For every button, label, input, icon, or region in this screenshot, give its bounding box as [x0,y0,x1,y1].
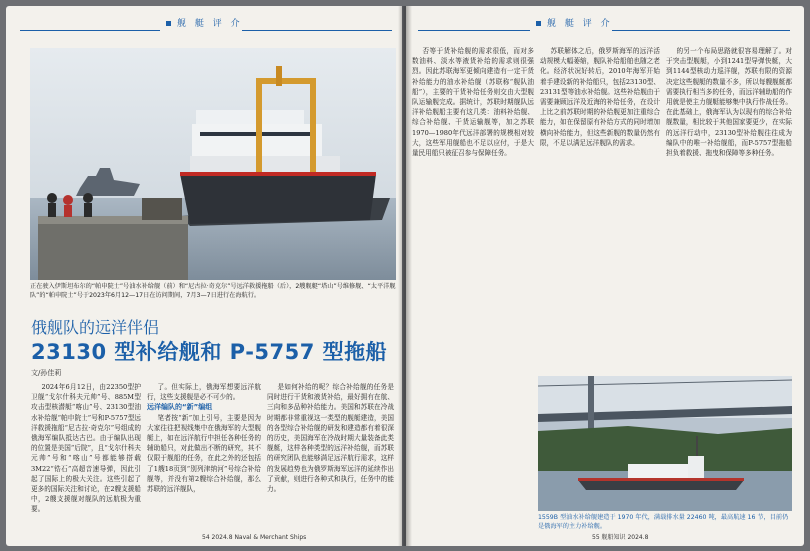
header-rule [418,30,530,31]
page-number: 55 舰船知识 2024.8 [592,534,649,541]
photo-caption: 1559B 型油水补给舰建造于 1970 年代，满载排水量 22460 吨，最高航速 16 节，目前仍是俄海军的主力补给舰。 [538,514,789,530]
paragraph: 否等于货补给舰的需求很低，而对多数油料、淡水等液货补给的需求则很强烈。因此苏联海军更倾向建造有一定干货补给能力的油水补给舰（苏联称“舰队油船”），主要的干货补给任务则交由大型舰队运输舰完成。据统计，苏联时期舰队远洋补给舰船主要有这几类：油料补给舰、综合补给舰、干货运输舰等，加之苏联1970—1980年代远洋部署的规模相对较大，这些军用舰船也不足以应付，于是大量民用船只被征召参与保障任务。 [412,47,534,158]
text-column-2 [147,382,261,532]
paragraph: 苏联解体之后，俄罗斯海军的远洋活动规模大幅萎缩，舰队补给船舶也随之老化。经济状况好转后，2010年海军开始着手建设新的补给船只，包括23130型、23131型等油水补给舰。这些补给舰由于需要兼顾远洋及近海的补给任务，在设计上比之前苏联时期的补给舰更加注重综合能力，如在保留原有补给方式的同时增加横向补给能力，但这些新舰的数量仍然有限，不足以满足远洋舰队的需求。 [540,47,660,147]
paragraph: 的另一个布局思路就很容易理解了。对于突击型舰艇，小到1241型导弹快艇，大到1144型核动力巡洋舰，苏联有限的资源决定这些舰艇的数量不多，所以每艘舰艇都需要执行相当多的任务，而远洋辅助船的作用就是使主力舰艇能够集中执行作战任务。在此基础上，俄海军认为以现有的综合补给舰数量，相比较于其他国家要更少，在实际的远洋行动中，23130型补给舰往往成为编队中的唯一补给舰船，而P-5757型拖船担负着救援、拖曳和保障等多种任务。 [666,47,792,158]
supply-ship-illustration [30,48,396,280]
text-column-3 [267,382,394,532]
text-column-3 [666,46,792,366]
photo-caption: 正在驶入伊斯坦布尔的“帕申院士”号油水补给舰（前）和“尼古拉·奇克尔”号远洋救援拖船（后），2艘舰艇“塔山”号维修舰、“太平洋舰队”的“帕申院士”号于2023年6月12—17日在访问期间，7月3—7日进行在海航行。 [30,283,396,299]
section-heading: 远洋编队的“新”编组 [147,403,213,412]
text-column-1 [31,382,141,532]
right-page [406,6,804,546]
bridge-ship-photo [538,376,792,511]
section-header: 舰 艇 评 介 [536,16,613,29]
paragraph: 了。但实际上，俄海军想要远洋航行，这些支援舰是必不可少的。 [147,383,261,402]
text-column-1 [412,46,534,531]
section-header: 舰 艇 评 介 [166,16,243,29]
header-rule [612,30,790,31]
header-square-icon [166,21,171,26]
paragraph: 2024年6月12日，由22350型护卫舰“戈尔什科夫元帅”号、885M型攻击型核潜艇“喀山”号、23130型油水补给舰“帕申院士”号和P-5757型远洋救援拖船“尼古拉·奇克尔”号组成的俄海军编队抵达古巴。由于编队出现的位置是美国“后院”，且“戈尔什科夫元帅”号和“喀山”号都能够搭载3M22“锆石”高超音速导弹，因此引起了国际上的极大关注。这些引起了更多的国际关注和讨论，在2艘支援船中，2艘支援舰对舰队的远航极为重要。 [31,383,141,514]
book-gutter [398,6,412,546]
header-square-icon [536,21,541,26]
author-byline: 文/孙佳莉 [31,369,62,377]
article-subtitle: 23130 型补给舰和 P-5757 型拖船 [31,340,388,364]
left-page [6,6,402,546]
oiler-under-bridge-illustration [538,376,792,511]
ship-photo [30,48,396,280]
header-rule [242,30,392,31]
paragraph: 笔者按“新”加上引号，主要是因为大家往往把视线集中在俄海军的大型舰艇上，如在远洋航行中担任各种任务的辅助船只，对此做出不断的研究，其不仅限于舰船的任务，在此之外的还包括了1艘18页到“别列津纳河”号综合补给舰等，并没有第2艘综合补给舰，那么苏联的远洋舰队， [147,413,261,494]
article-title: 俄舰队的远洋伴侣 [31,318,160,337]
paragraph: 是如何补给的呢？综合补给舰的任务是同时进行干货和液货补给，最好拥有在航、三向和多品种补给能力。美国和苏联在冷战时期都非常重视这一类型的舰艇建造，美国的各型综合补给舰的研发和建造都有着很深的历史，美国海军在冷战时期大量装备此类舰艇，这样各种类型的远洋补给舰，而苏联的研究团队也能够满足远洋航行需求，这样的发展趋势也为俄罗斯海军远洋的延续作出了贡献，则进行各种式和执行，任务中的能力。 [267,383,394,494]
page-number: 54 2024.8 Naval & Merchant Ships [202,534,307,541]
header-rule [20,30,160,31]
